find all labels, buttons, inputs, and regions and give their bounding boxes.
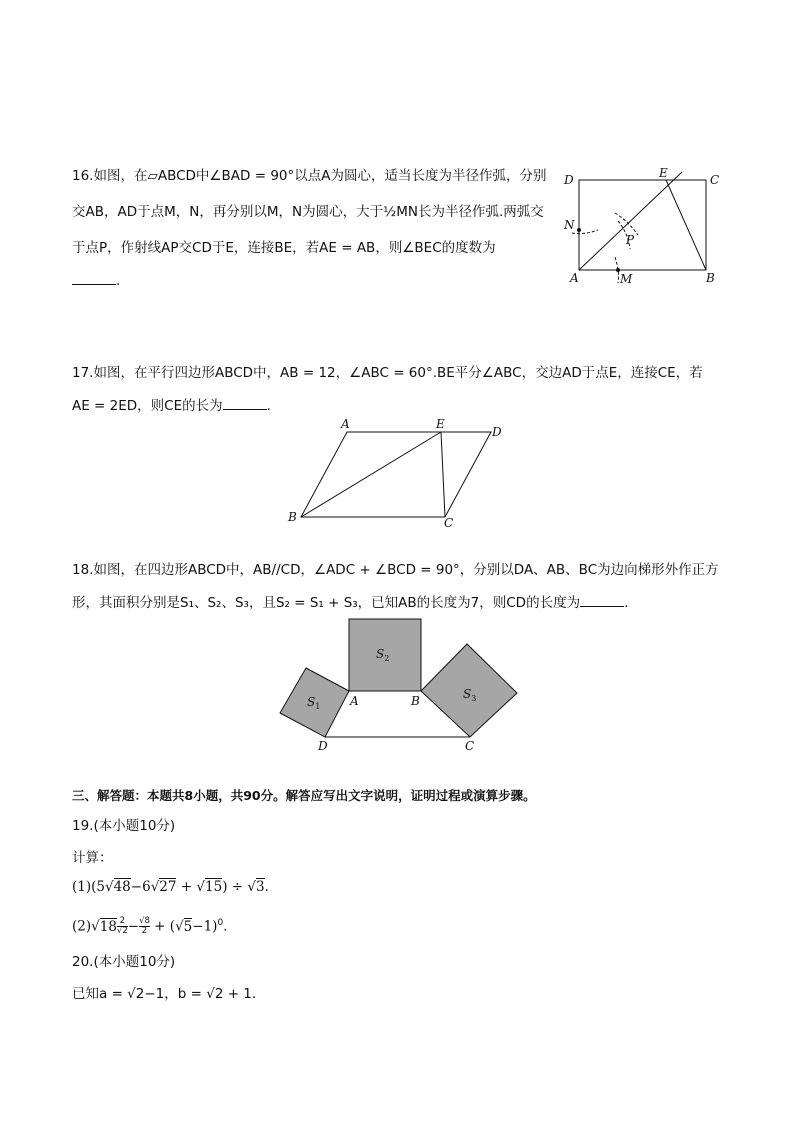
label-N: N [564,218,575,232]
label-S3: $S_3$ [463,687,477,703]
label-E: E [436,417,445,431]
q20-heading: 20.(本小题10分) [72,954,176,970]
label-D: D [564,173,574,187]
label-M: M [620,272,633,286]
answer-blank [223,395,267,410]
q19-part2: (2)√18 $\frac{2}{√2}$ − $\frac{√8}{2}$ + $(√5-1)^0$. [72,916,228,936]
q17-figure [285,415,515,530]
q16-line1: 16.如图，在▱ABCD中∠BAD = 90°以点A为圆心，适当长度为半径作弧，分别 [72,168,547,184]
label-C: C [465,739,475,753]
section-3-heading: 三、解答题：本题共8小题，共90分。解答应写出文字说明，证明过程或演算步骤。 [72,788,536,803]
q20-text: 已知a = √2−1，b = √2 + 1. [72,986,257,1002]
q16-line2: 交AB，AD于点M，N，再分别以M，N为圆心，大于½MN长为半径作弧.两弧交 [72,204,544,220]
q16-figure [560,165,730,290]
q16-line3: 于点P，作射线AP交CD于E，连接BE，若AE = AB，则∠BEC的度数为 [72,240,496,256]
label-C: C [444,516,454,530]
label-C: C [710,173,720,187]
q18-figure [270,612,525,757]
q18-line2: 形，其面积分别是S₁、S₂、S₃，且S₂ = S₁ + S₃，已知AB的长度为7，则CD的长度为 . [72,592,628,613]
fraction: $\frac{√8}{2}$ [139,916,150,936]
label-S2: $S_2$ [376,647,390,663]
answer-blank [580,592,624,607]
q19-part1: (1)(5√48−6√27 + √15) ÷ √3. [72,879,269,895]
label-A: A [350,694,359,708]
label-P: P [626,233,635,247]
label-B: B [411,694,420,708]
label-D: D [492,425,502,439]
answer-blank [72,270,116,285]
fraction: $\frac{2}{√2}$ [116,916,128,936]
label-A: A [341,417,350,431]
q19-heading: 19.(本小题10分) [72,818,176,834]
label-B: B [706,271,715,285]
label-D: D [318,739,328,753]
q18-line1: 18.如图，在四边形ABCD中，AB//CD，∠ADC + ∠BCD = 90°，分别以DA、AB、BC为边向梯形外作正方 [72,562,719,578]
q16-answer-line: . [72,270,120,291]
label-B: B [288,510,297,524]
q19-instruction: 计算： [72,850,113,866]
label-A: A [570,271,579,285]
label-E: E [659,166,668,180]
q17-line2: AE = 2ED，则CE的长为 . [72,395,271,416]
label-S1: $S_1$ [307,695,321,711]
q17-line1: 17.如图，在平行四边形ABCD中，AB = 12，∠ABC = 60°.BE平分∠ABC，交边AD于点E，连接CE，若 [72,365,703,381]
